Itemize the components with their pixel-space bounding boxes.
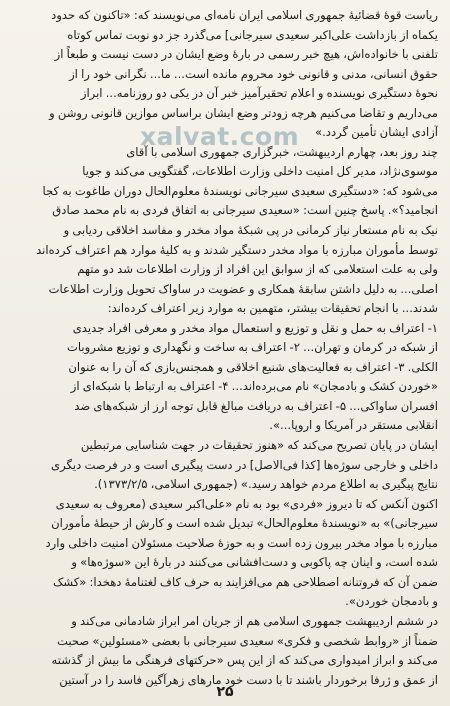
page-number: ۲۵ (216, 684, 234, 700)
text-line: افسران ساواکی... ۵- اعتراف به دریافت مبالغ قابل توجه ارز از شبکه‌های ضد (74, 398, 438, 413)
text-line: ۱- اعتراف به حمل و نقل و توزیع و استعمال مواد مخدر و معرفی افراد جدیدی (72, 320, 438, 335)
text-line: و بادمجان خوردن». (345, 594, 438, 609)
text-line: از شبکه در کرمان و تهران... ۲- اعتراف به ساخت و نگهداری و توزیع مشروبات (66, 340, 438, 355)
body-text (12, 6, 438, 690)
text-line: اکنون آنکس که تا دیروز «فردی» بود به نام «علی‌اکبر سعیدی (معروف به سعیدی (55, 496, 438, 511)
text-line: می‌کند و ابراز امیدواری می‌کند که از این پس «حرکتهای فرهنگی ما بیش از گذشته (51, 653, 438, 668)
paragraph (12, 319, 438, 436)
paragraph (12, 495, 438, 612)
text-line: ضمناً از «روابط شخصی و فکری» سعیدی سیرجانی با بعضی «مسئولین» صحبت (57, 633, 438, 648)
text-line: شدند... با انجام تحقیقات بیشتر، متهمین به موارد زیر اعتراف کرده‌اند: (107, 301, 438, 316)
text-line: انقلابی مستقر در آمریکا و اروپا...». (269, 418, 438, 433)
watermark: xalvat.com (140, 122, 300, 151)
text-line: نحوۀ دستگیری نویسنده و اعلام تحقیرآمیز خبر آن در یکی دو روزنامه... ابراز (80, 86, 438, 101)
text-line: سیرجانی)» به «نویسندۀ معلوم‌الحال» تبدیل شده است و کارش از حیطۀ مأموران (51, 516, 438, 531)
text-line: آزادی ایشان تأمین گردد.» (315, 125, 438, 140)
text-line: تلفنی با خانواده‌اش، هیچ خبر رسمی در بارۀ وضع ایشان در دست نیست و طبعاً از (54, 47, 438, 62)
text-line: از عمق و ژرفا برخوردار باشند تا با دست خود مارهای زهرآگین فاسد را در آستین (59, 672, 438, 687)
text-line: الکلی. ۳- اعتراف به فعالیت‌های شنیع اخلاقی و همجنس‌بازی که آن را به عنوان (68, 359, 438, 374)
text-line: نتایج پیگیری به اطلاع مردم خواهد رسید.» (جمهوری اسلامی، ۱۳۷۳/۲/۵). (94, 477, 438, 492)
text-line: توسط مأموران مبارزه با مواد مخدر دستگیر شدند و به کلیۀ موارد هم اعتراف کرده‌اند (36, 242, 438, 257)
text-line: یکماه از بازداشت علی‌اکبر سعیدی سیرجانی] می‌گذرد جز دو نوبت تماس کوتاه (67, 27, 438, 42)
text-line: می‌شود که: «دستگیری سعیدی سیرجانی نویسندۀ معلوم‌الحال دوران طاغوت به کجا (42, 183, 438, 198)
text-line: ضمن آن که فروتنانه اصطلاحی هم می‌افزایند به حرف کاف لغتنامۀ دهخدا: «کشک (52, 574, 438, 589)
text-line: چند روز بعد، چهارم اردیبهشت، خبرگزاری جمهوری اسلامی با آقای (126, 144, 438, 159)
paragraph (12, 436, 438, 495)
text-line: اصلی... به دلیل داشتن سابقۀ همکاری و عضویت در ساواک تحویل وزارت اطلاعات (48, 281, 438, 296)
text-line: حقوق انسانی، مدنی و قانونی خود محروم مانده است... ما... نگرانی خود را از (69, 66, 438, 81)
text-line: «خوردن کشک و بادمجان» نام می‌برده‌اند... ۴- اعتراف به ارتباط با شبکه‌ای از (70, 379, 438, 394)
text-line: نیک به نام مستعار نیاز کرمانی در پی شبکۀ مواد مخدر و مفاسد اخلاقی ردیابی و (63, 223, 438, 238)
text-line: موسوی‌نژاد، مدیر کل امنیت داخلی وزارت اطلاعات، گفتگویی می‌کند و جویا (82, 164, 438, 179)
text-line: می‌داریم و تقاضا می‌کنیم هرچه زودتر وضع ایشان براساس موازین قانونی روشن و (49, 105, 438, 120)
text-line: ریاست قوۀ قضائیۀ جمهوری اسلامی ایران نامه‌ای می‌نویسند که: «تاکنون که حدود (51, 8, 438, 22)
text-line: مبارزه با مواد مخدر بیرون زده است و به حوزۀ صلاحیت مسئولان امنیت داخلی وارد (45, 535, 438, 550)
text-line: شده است، و اینان چه پاکوبی و دست‌افشانی می‌کنند در بارۀ این «سوژه‌ها» و (71, 555, 438, 570)
paragraph (12, 612, 438, 690)
text-line: داخلی و خارجی سوژه‌ها [کذا فی‌الاصل] در دست پیگیری است و در فرصت دیگری (51, 457, 438, 472)
paragraph (12, 143, 438, 319)
text-line: انجامید؟». پاسخ چنین است: «سعیدی سیرجانی به اتفاق فردی به نام محمد صادق (52, 203, 438, 218)
text-line: در ششم اردیبهشت جمهوری اسلامی هم از جریان امر ابراز شادمانی می‌کند و (71, 613, 438, 628)
text-line: ولی به علت استعلامی که از سوابق این افراد از وزارت اطلاعات شد دو متهم (77, 262, 438, 277)
text-line: ایشان در پایان تصریح می‌کند که «هنوز تحقیقات در جهت شناسایی مرتبطین (80, 438, 438, 453)
